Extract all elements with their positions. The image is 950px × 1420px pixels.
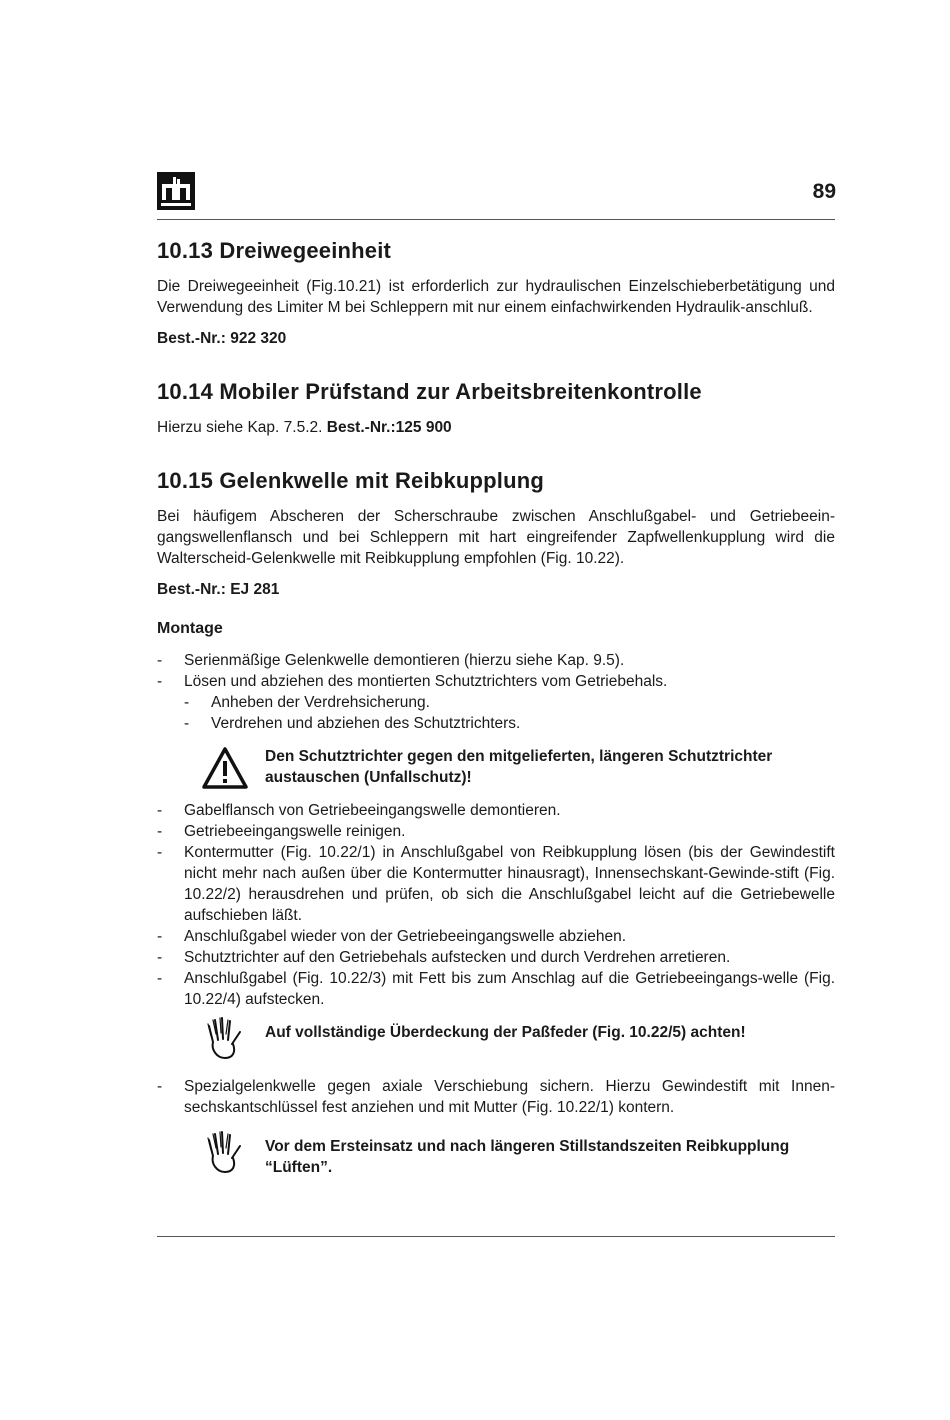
list-item: - Verdrehen und abziehen des Schutztrichters. — [157, 713, 835, 734]
amazone-logo-icon — [157, 172, 195, 210]
header-rule — [157, 219, 835, 220]
section-10-15 — [157, 466, 835, 1180]
warning-text: Den Schutztrichter gegen den mitgelieferten, längeren Schutztrichter austauschen (Unfallschutz)! — [265, 748, 773, 786]
footer-rule — [157, 1236, 835, 1237]
list-item: - Serienmäßige Gelenkwelle demontieren (hierzu siehe Kap. 9.5). — [157, 650, 835, 671]
steps-list-a — [157, 650, 835, 692]
order-number: Best.-Nr.: EJ 281 — [157, 581, 280, 598]
section-title: 10.15 Gelenkwelle mit Reibkupplung — [157, 468, 545, 493]
list-item: - Getriebeeingangswelle reinigen. — [157, 821, 835, 842]
list-item: - Schutztrichter auf den Getriebehals aufstecken und durch Verdrehen arretieren. — [157, 947, 835, 968]
list-item: - Kontermutter (Fig. 10.22/1) in Anschlußgabel von Reibkupplung lösen (bis der Gewindestift nicht mehr nach außen über die Kontermutter hinausragt), Innensechskant-Gewinde-stift (Fig. 10.22/2) herausdrehen und prüfen, ob sich die Anschlußgabel leicht auf die Getriebewelle aufschieben läßt. — [157, 842, 835, 926]
order-number: Best.-Nr.:125 900 — [326, 419, 452, 436]
section-title: 10.14 Mobiler Prüfstand zur Arbeitsbreitenkontrolle — [157, 379, 702, 404]
reference-text: Hierzu siehe Kap. 7.5.2. — [157, 419, 327, 436]
warning-note — [157, 746, 835, 790]
list-item: - Anschlußgabel wieder von der Getriebeeingangswelle abziehen. — [157, 926, 835, 947]
montage-heading: Montage — [157, 620, 223, 637]
list-item: - Spezialgelenkwelle gegen axiale Verschiebung sichern. Hierzu Gewindestift mit Innen-sechskantschlüssel fest anziehen und mit Mutter (Fig. 10.22/1) kontern. — [157, 1076, 835, 1118]
hand-note-1 — [157, 1022, 835, 1066]
hand-icon — [205, 1130, 245, 1176]
page-number: 89 — [812, 180, 836, 203]
list-item: - Lösen und abziehen des montierten Schutztrichters vom Getriebehals. — [157, 671, 835, 692]
note-text: Vor dem Ersteinsatz und nach längeren Stillstandszeiten Reibkupplung “Lüften”. — [265, 1138, 790, 1176]
steps-list-c — [157, 1076, 835, 1118]
list-item: - Anschlußgabel (Fig. 10.22/3) mit Fett bis zum Anschlag auf die Getriebeeingangs-welle (Fig. 10.22/4) aufstecken. — [157, 968, 835, 1010]
substeps-list — [157, 692, 835, 734]
warning-triangle-icon — [202, 746, 248, 790]
hand-note-2 — [157, 1136, 835, 1180]
steps-list-b — [157, 800, 835, 1010]
section-body: Die Dreiwegeeinheit (Fig.10.21) ist erforderlich zur hydraulischen Einzelschieberbetätigung und Verwendung des Limiter M bei Schleppern mit nur einem einfachwirkenden Hydraulik-anschluß. — [157, 278, 835, 316]
note-text: Auf vollständige Überdeckung der Paßfeder (Fig. 10.22/5) achten! — [265, 1024, 746, 1041]
section-body — [157, 417, 835, 438]
section-10-13 — [157, 236, 835, 349]
section-10-14 — [157, 377, 835, 438]
hand-icon — [205, 1016, 245, 1062]
list-item: - Gabelflansch von Getriebeeingangswelle demontieren. — [157, 800, 835, 821]
page-content — [157, 236, 835, 1190]
section-body: Bei häufigem Abscheren der Scherschraube zwischen Anschlußgabel- und Getriebeein-gangswellenflansch und bei Schleppern mit hart eingreifender Zapfwellenkupplung wird die Walterscheid-Gelenkwelle mit Reibkupplung empfohlen (Fig. 10.22). — [157, 508, 835, 567]
order-number: Best.-Nr.: 922 320 — [157, 330, 287, 347]
section-title: 10.13 Dreiwegeeinheit — [157, 238, 392, 263]
list-item: - Anheben der Verdrehsicherung. — [157, 692, 835, 713]
